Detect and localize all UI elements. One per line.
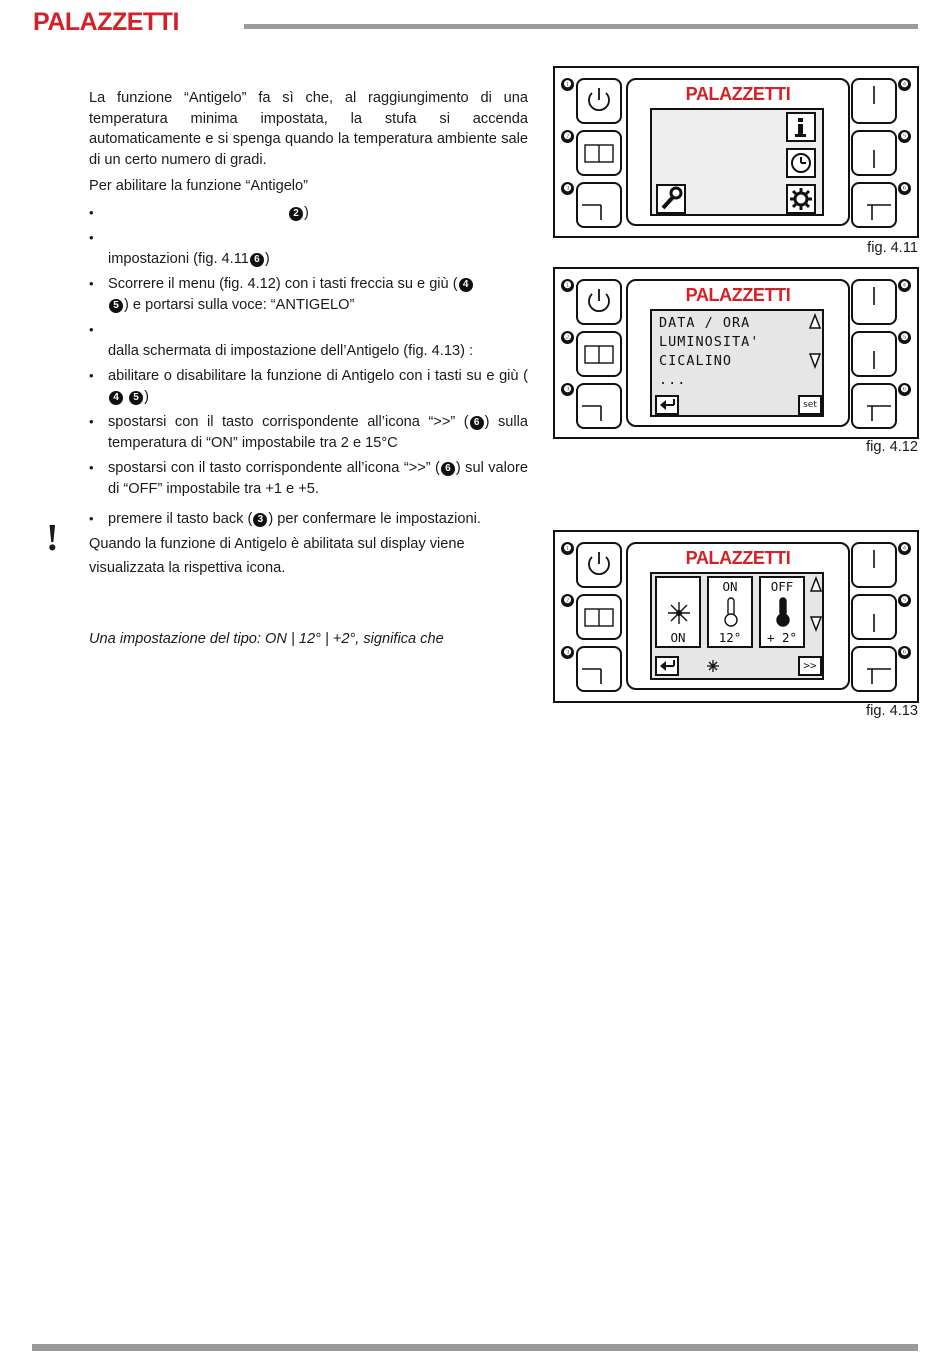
intro-paragraph: La funzione “Antigelo” fa sì che, al raggiungimento di una temperatura minima impostata, la stufa si accenda automaticamente e si spenga quando la temperatura ambiente sale di un certo numero di gradi. — [89, 90, 528, 168]
button-number-2: ❷ — [561, 130, 574, 143]
down-button[interactable] — [851, 130, 897, 176]
up-button[interactable] — [851, 279, 897, 325]
up-button[interactable] — [851, 542, 897, 588]
power-button[interactable] — [576, 279, 622, 325]
step-2: • impostazioni (fig. 4.11 6 ) — [89, 228, 528, 269]
settings-icon — [786, 184, 816, 214]
back-key-icon — [578, 648, 620, 690]
next-field-icon: >> — [798, 656, 822, 676]
book-icon — [578, 132, 620, 174]
step-1: • 2 ) — [89, 203, 528, 224]
step-5: • abilitare o disabilitare la funzione di Antigelo con i tasti su e giù (4 5 ) — [89, 366, 528, 407]
power-button[interactable] — [576, 78, 622, 124]
set-button[interactable] — [851, 383, 897, 429]
brand-logo: PALAZZETTI — [33, 8, 179, 36]
menu-button[interactable] — [576, 130, 622, 176]
display-brand: PALAZZETTI — [685, 548, 791, 568]
button-number-3: ❸ — [561, 646, 574, 659]
display-frame — [626, 78, 850, 226]
instructions-column — [89, 88, 528, 580]
button-number-5: ❺ — [898, 594, 911, 607]
on-temperature-value: 12° — [718, 630, 742, 645]
power-icon — [578, 544, 620, 586]
next-button[interactable] — [851, 646, 897, 692]
snowflake-icon — [666, 600, 692, 626]
info-icon — [786, 112, 816, 142]
menu-item-brightness[interactable]: LUMINOSITA' — [659, 334, 760, 350]
figure-caption: fig. 4.11 — [867, 240, 918, 256]
scroll-up-icon — [808, 313, 822, 331]
antifreeze-state: ON — [670, 630, 686, 645]
next-key-icon — [853, 385, 895, 427]
down-key-icon — [853, 596, 895, 638]
button-number-6: ❻ — [898, 646, 911, 659]
step-4: • dalla schermata di impostazione dell’Antigelo (fig. 4.13) : — [89, 320, 528, 361]
step-6: • spostarsi con il tasto corrispondente all’icona “>>” ( 6 ) sulla temperatura di “ON” impostabile tra 2 e 15°C — [89, 412, 528, 453]
power-icon — [578, 281, 620, 323]
menu-item-more: ... — [659, 372, 687, 388]
button-number-3: ❸ — [561, 182, 574, 195]
button-number-1: ❶ — [561, 279, 574, 292]
display-frame — [626, 279, 850, 427]
button-number-6: ❻ — [898, 182, 911, 195]
figure-caption: fig. 4.13 — [866, 703, 918, 719]
button-number-2: 2 — [289, 207, 303, 221]
control-panel-fig-4-12 — [553, 267, 919, 439]
display-brand: PALAZZETTI — [685, 84, 791, 104]
footer-rule — [32, 1344, 918, 1351]
wrench-icon — [656, 184, 686, 214]
header-rule — [244, 24, 918, 29]
up-key-icon — [853, 544, 895, 586]
display-frame — [626, 542, 850, 690]
button-number-2: ❷ — [561, 331, 574, 344]
control-panel-fig-4-13 — [553, 530, 919, 703]
display-screen — [650, 572, 824, 680]
button-number-4: ❹ — [898, 78, 911, 91]
book-icon — [578, 596, 620, 638]
figure-caption: fig. 4.12 — [866, 439, 918, 455]
button-number-1: ❶ — [561, 78, 574, 91]
button-number-1: ❶ — [561, 542, 574, 555]
on-temperature-tile — [707, 576, 753, 648]
back-key-icon — [578, 184, 620, 226]
set-icon: set — [798, 395, 822, 415]
down-key-icon — [853, 333, 895, 375]
book-icon — [578, 333, 620, 375]
button-number-4: ❹ — [898, 542, 911, 555]
menu-item-date-time[interactable]: DATA / ORA — [659, 315, 751, 331]
step-8: • premere il tasto back ( 3 ) per confermare le impostazioni. — [89, 509, 528, 530]
up-key-icon — [853, 80, 895, 122]
menu-item-buzzer[interactable]: CICALINO — [659, 353, 733, 369]
display-brand: PALAZZETTI — [685, 285, 791, 305]
scroll-down-icon — [809, 614, 823, 632]
on-label: ON — [722, 579, 738, 594]
next-key-icon — [853, 184, 895, 226]
menu-button[interactable] — [576, 331, 622, 377]
enabled-note: Quando la funzione di Antigelo è abilitata sul display viene visualizzata la rispettiva icona. — [89, 535, 465, 576]
back-key-icon — [578, 385, 620, 427]
antifreeze-state-tile — [655, 576, 701, 648]
down-button[interactable] — [851, 594, 897, 640]
menu-button[interactable] — [576, 594, 622, 640]
clock-icon — [786, 148, 816, 178]
display-screen — [650, 108, 824, 216]
power-icon — [578, 80, 620, 122]
button-number-3: ❸ — [561, 383, 574, 396]
enable-intro: Per abilitare la funzione “Antigelo” — [89, 178, 309, 194]
button-number-4: ❹ — [898, 279, 911, 292]
button-number-2: ❷ — [561, 594, 574, 607]
back-button[interactable] — [576, 383, 622, 429]
button-number-5: ❺ — [898, 130, 911, 143]
power-button[interactable] — [576, 542, 622, 588]
back-button[interactable] — [576, 646, 622, 692]
step-3: • Scorrere il menu (fig. 4.12) con i tasti freccia su e giù ( 4 5 ) e portarsi sulla voce: “ANTIGELO” — [89, 274, 528, 315]
off-label: OFF — [770, 579, 794, 594]
back-icon — [655, 395, 679, 415]
small-snowflake-icon — [707, 660, 719, 672]
display-screen — [650, 309, 824, 417]
button-number-6: 6 — [250, 253, 264, 267]
button-number-6: ❻ — [898, 383, 911, 396]
scroll-up-icon — [809, 576, 823, 594]
back-button[interactable] — [576, 182, 622, 228]
thermometer-empty-icon — [722, 596, 740, 628]
next-button[interactable] — [851, 182, 897, 228]
scroll-down-icon — [808, 351, 822, 369]
warning-icon: ! — [46, 517, 59, 559]
button-number-5: ❺ — [898, 331, 911, 344]
back-icon — [655, 656, 679, 676]
off-temperature-tile — [759, 576, 805, 648]
down-button[interactable] — [851, 331, 897, 377]
up-key-icon — [853, 281, 895, 323]
settings-menu — [659, 314, 759, 390]
step-7: • spostarsi con il tasto corrispondente all’icona “>>” ( 6 ) sul valore di “OFF” impostabile tra +1 e +5. — [89, 458, 528, 499]
example-note: Una impostazione del tipo: ON | 12° | +2°, significa che — [89, 630, 444, 647]
up-button[interactable] — [851, 78, 897, 124]
down-key-icon — [853, 132, 895, 174]
steps-list — [89, 203, 528, 530]
thermometer-full-icon — [774, 596, 792, 628]
off-temperature-value: + 2° — [766, 630, 798, 645]
next-key-icon — [853, 648, 895, 690]
control-panel-fig-4-11 — [553, 66, 919, 238]
